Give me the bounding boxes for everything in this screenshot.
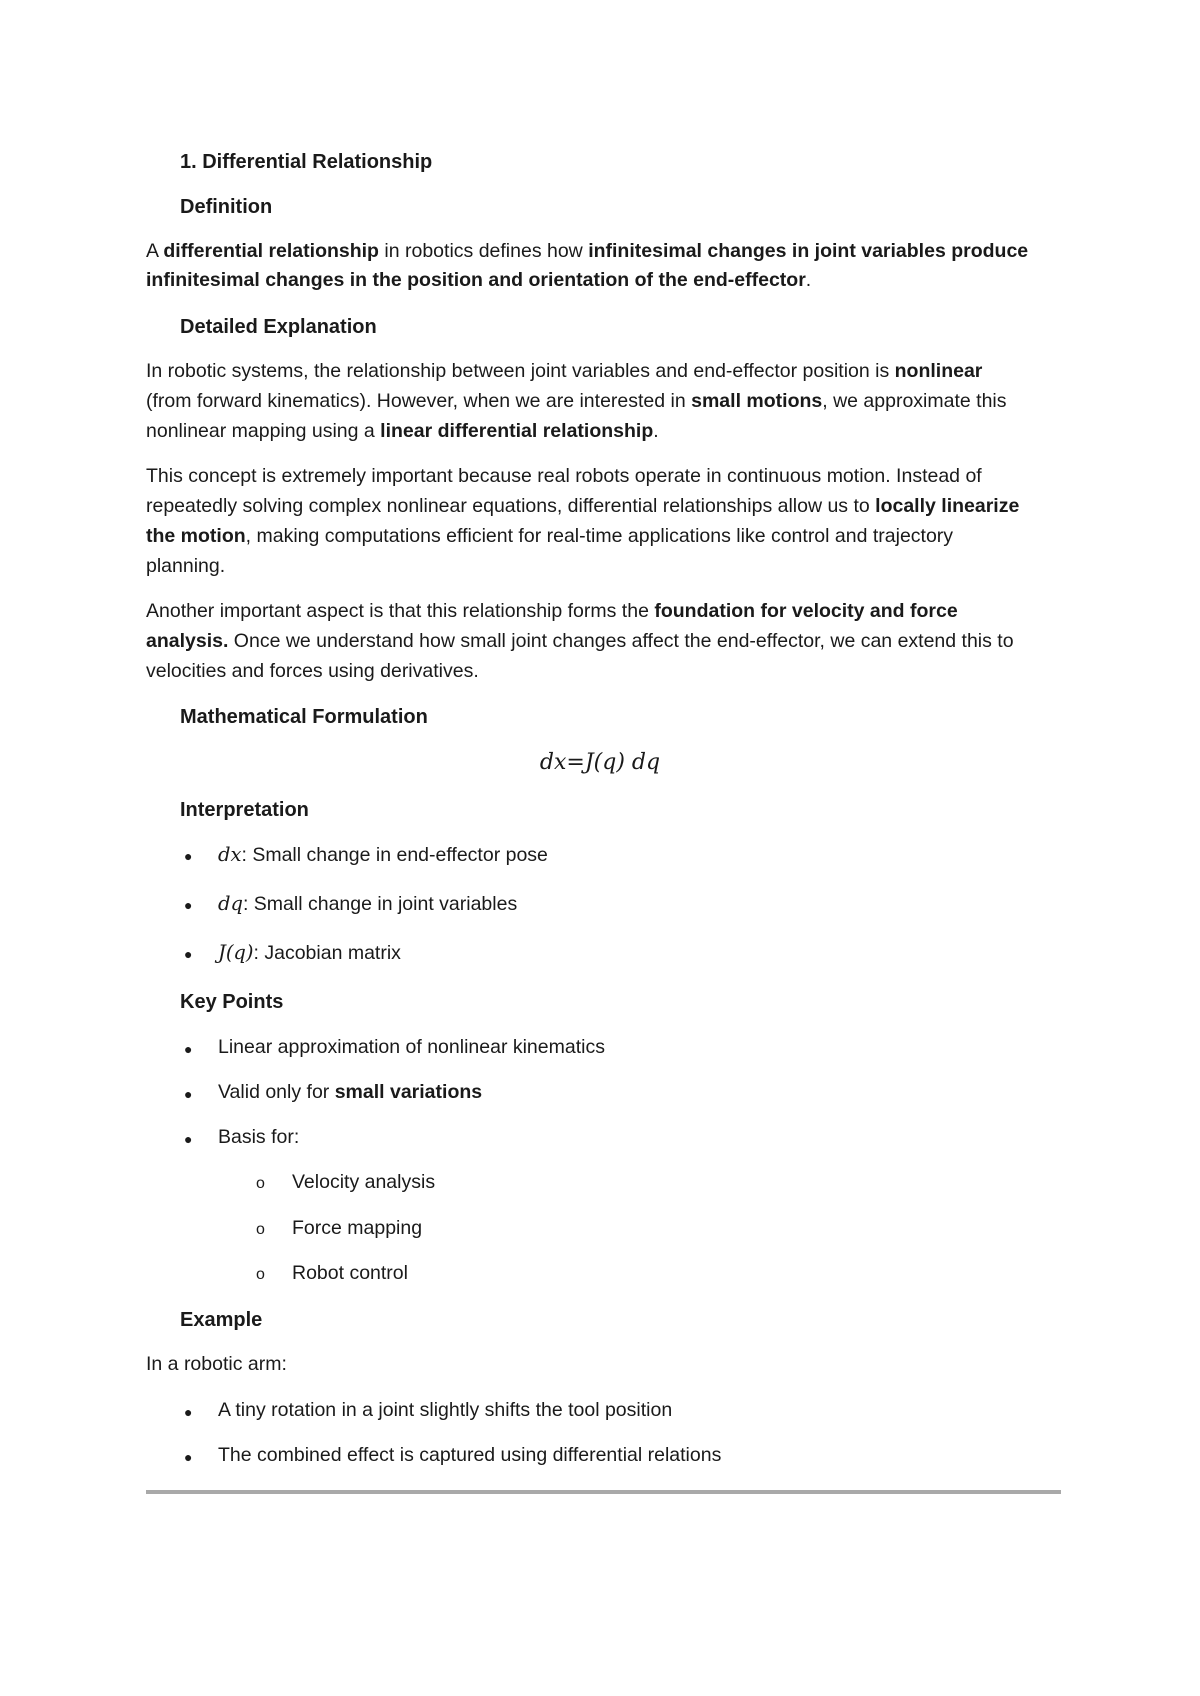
text-span: (from forward kinematics). However, when we are interested in — [146, 390, 692, 412]
section-title: 1. Differential Relationship — [180, 151, 433, 173]
bold-term: infinitesimal changes in the position and orientation of the end-effector — [146, 269, 806, 291]
bullet-icon: ● — [184, 1041, 193, 1057]
text-span: : Jacobian matrix — [253, 942, 401, 964]
definition-heading: Definition — [180, 196, 273, 218]
math-symbol: J(q) — [218, 941, 254, 964]
text-span: Once we understand how small joint changes affect the end-effector, we can extend this to — [228, 630, 1014, 652]
math-symbol: dx — [218, 843, 242, 866]
definition-line-2 — [146, 271, 811, 291]
sub-bullet-icon: o — [256, 1266, 265, 1283]
bullet-icon: ● — [184, 1131, 193, 1147]
text-span: : Small change in end-effector pose — [241, 844, 548, 866]
explanation-p2-line-3 — [146, 527, 953, 547]
text-span: A — [146, 240, 164, 262]
interpretation-heading: Interpretation — [180, 799, 309, 821]
bold-term: foundation for velocity and force — [654, 600, 958, 622]
key-point-item: Linear approximation of nonlinear kinematics — [218, 1036, 605, 1058]
bold-term: small motions — [691, 390, 823, 412]
explanation-p1-line-1 — [146, 362, 982, 382]
bold-term: nonlinear — [894, 360, 983, 382]
key-point-sub-item: Velocity analysis — [292, 1171, 436, 1193]
key-point-sub-item: Robot control — [292, 1262, 408, 1284]
example-item: A tiny rotation in a joint slightly shifts the tool position — [218, 1399, 673, 1421]
explanation-p3-line-2 — [146, 632, 1014, 652]
explanation-p1-line-2 — [146, 392, 1007, 412]
text-span: , we approximate this — [822, 390, 1007, 412]
interpretation-item — [218, 845, 548, 866]
key-points-heading: Key Points — [180, 991, 284, 1013]
definition-line-1 — [146, 242, 1028, 262]
bold-term: locally linearize — [875, 495, 1020, 517]
explanation-heading: Detailed Explanation — [180, 316, 377, 338]
bold-term: infinitesimal changes in joint variables produce — [588, 240, 1029, 262]
text-span: , making computations efficient for real-time applications like control and trajectory — [245, 525, 954, 547]
equation: dx=J(q) dq — [539, 750, 661, 775]
horizontal-rule — [146, 1490, 1061, 1494]
math-symbol: dq — [218, 892, 243, 915]
bullet-icon: ● — [184, 1086, 193, 1102]
formulation-heading: Mathematical Formulation — [180, 706, 428, 728]
text-span: repeatedly solving complex nonlinear equations, differential relationships allow us to — [146, 495, 876, 517]
bullet-icon: ● — [184, 946, 193, 962]
bold-term: the motion — [146, 525, 246, 547]
example-intro: In a robotic arm: — [146, 1353, 287, 1375]
text-span: nonlinear mapping using a — [146, 420, 381, 442]
text-span: : Small change in joint variables — [242, 893, 518, 915]
key-point-sub-item: Force mapping — [292, 1217, 423, 1239]
sub-bullet-icon: o — [256, 1175, 265, 1192]
text-span: Another important aspect is that this relationship forms the — [146, 600, 655, 622]
text-span: Valid only for — [218, 1081, 335, 1103]
interpretation-item — [218, 894, 517, 915]
example-item: The combined effect is captured using differential relations — [218, 1444, 722, 1466]
explanation-p2-line-2 — [146, 497, 1019, 517]
explanation-p3-line-1 — [146, 602, 958, 622]
explanation-p2-line-1: This concept is extremely important because real robots operate in continuous motion. Instead of — [146, 465, 982, 487]
bold-term: differential relationship — [163, 240, 379, 262]
bold-term: analysis. — [146, 630, 229, 652]
bullet-icon: ● — [184, 848, 193, 864]
text-span: in robotics defines how — [378, 240, 589, 262]
text-span: . — [653, 420, 659, 442]
bullet-icon: ● — [184, 897, 193, 913]
interpretation-item — [218, 943, 401, 964]
text-span: In robotic systems, the relationship between joint variables and end-effector position is — [146, 360, 895, 382]
bullet-icon: ● — [184, 1404, 193, 1420]
explanation-p2-line-4: planning. — [146, 555, 226, 577]
bold-term: small variations — [334, 1081, 483, 1103]
key-point-item — [218, 1083, 482, 1103]
bold-term: linear differential relationship — [380, 420, 654, 442]
key-point-item: Basis for: — [218, 1126, 300, 1148]
sub-bullet-icon: o — [256, 1221, 265, 1238]
text-span: . — [805, 269, 812, 291]
bullet-icon: ● — [184, 1449, 193, 1465]
example-heading: Example — [180, 1309, 263, 1331]
explanation-p1-line-3 — [146, 422, 659, 442]
explanation-p3-line-3: velocities and forces using derivatives. — [146, 660, 479, 682]
